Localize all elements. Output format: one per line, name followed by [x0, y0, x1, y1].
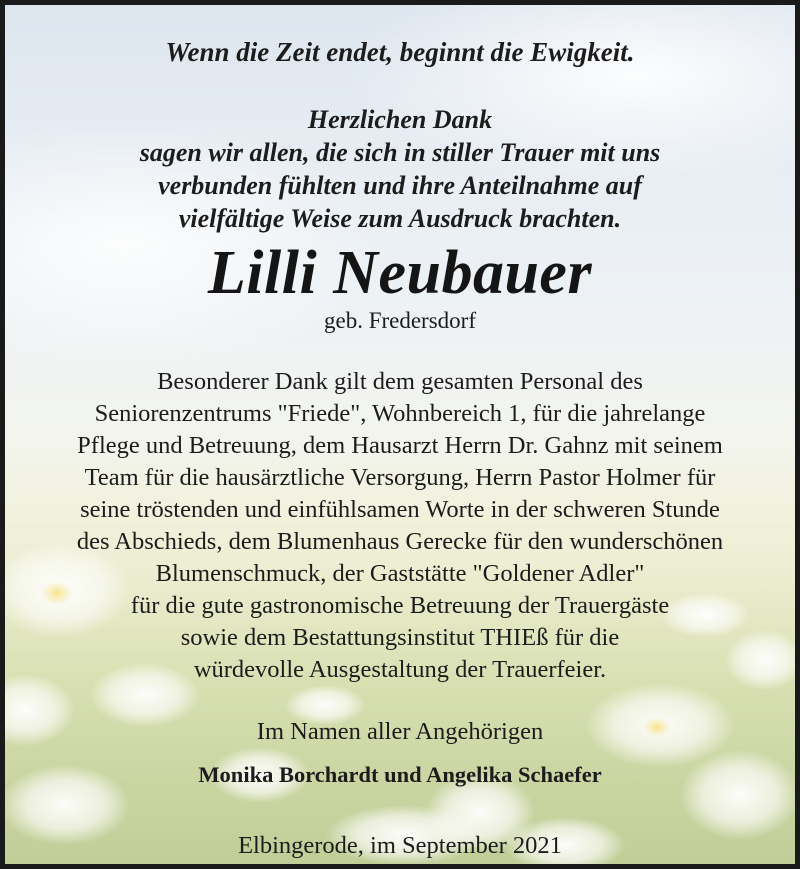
deceased-name: Lilli Neubauer	[207, 239, 593, 307]
thanks-heading: Herzlichen Dank	[307, 105, 493, 134]
birth-name: geb. Fredersdorf	[323, 308, 476, 333]
motto: Wenn die Zeit endet, beginnt die Ewigkeit.	[165, 37, 635, 67]
special-thanks-line: würdevolle Ausgestaltung der Trauerfeier.	[193, 656, 607, 683]
special-thanks-line: Seniorenzentrums "Friede", Wohnbereich 1, für die jahrelange	[94, 400, 706, 427]
special-thanks-line: Pflege und Betreuung, dem Hausarzt Herrn Dr. Gahnz mit seinem	[77, 432, 723, 459]
place-date: Elbingerode, im September 2021	[238, 832, 562, 859]
special-thanks-line: sowie dem Bestattungsinstitut THIEß für die	[180, 624, 620, 651]
special-thanks-line: seine tröstenden und einfühlsamen Worte in der schweren Stunde	[80, 496, 720, 523]
thanks-line: sagen wir allen, die sich in stiller Trauer mit uns	[139, 138, 661, 167]
signoff: Im Namen aller Angehörigen	[256, 718, 544, 745]
special-thanks-line: Team für die hausärztliche Versorgung, Herrn Pastor Holmer für	[84, 464, 716, 491]
special-thanks-line: des Abschieds, dem Blumenhaus Gerecke für den wunderschönen	[76, 528, 724, 555]
special-thanks-line: für die gute gastronomische Betreuung der Trauergäste	[130, 592, 670, 619]
special-thanks-line: Besonderer Dank gilt dem gesamten Personal des	[157, 368, 643, 395]
signers: Monika Borchardt und Angelika Schaefer	[198, 762, 602, 787]
thanks-line: vielfältige Weise zum Ausdruck brachten.	[178, 204, 622, 233]
special-thanks-line: Blumenschmuck, der Gaststätte "Goldener Adler"	[155, 560, 645, 587]
thanks-line: verbunden fühlten und ihre Anteilnahme auf	[158, 171, 642, 200]
